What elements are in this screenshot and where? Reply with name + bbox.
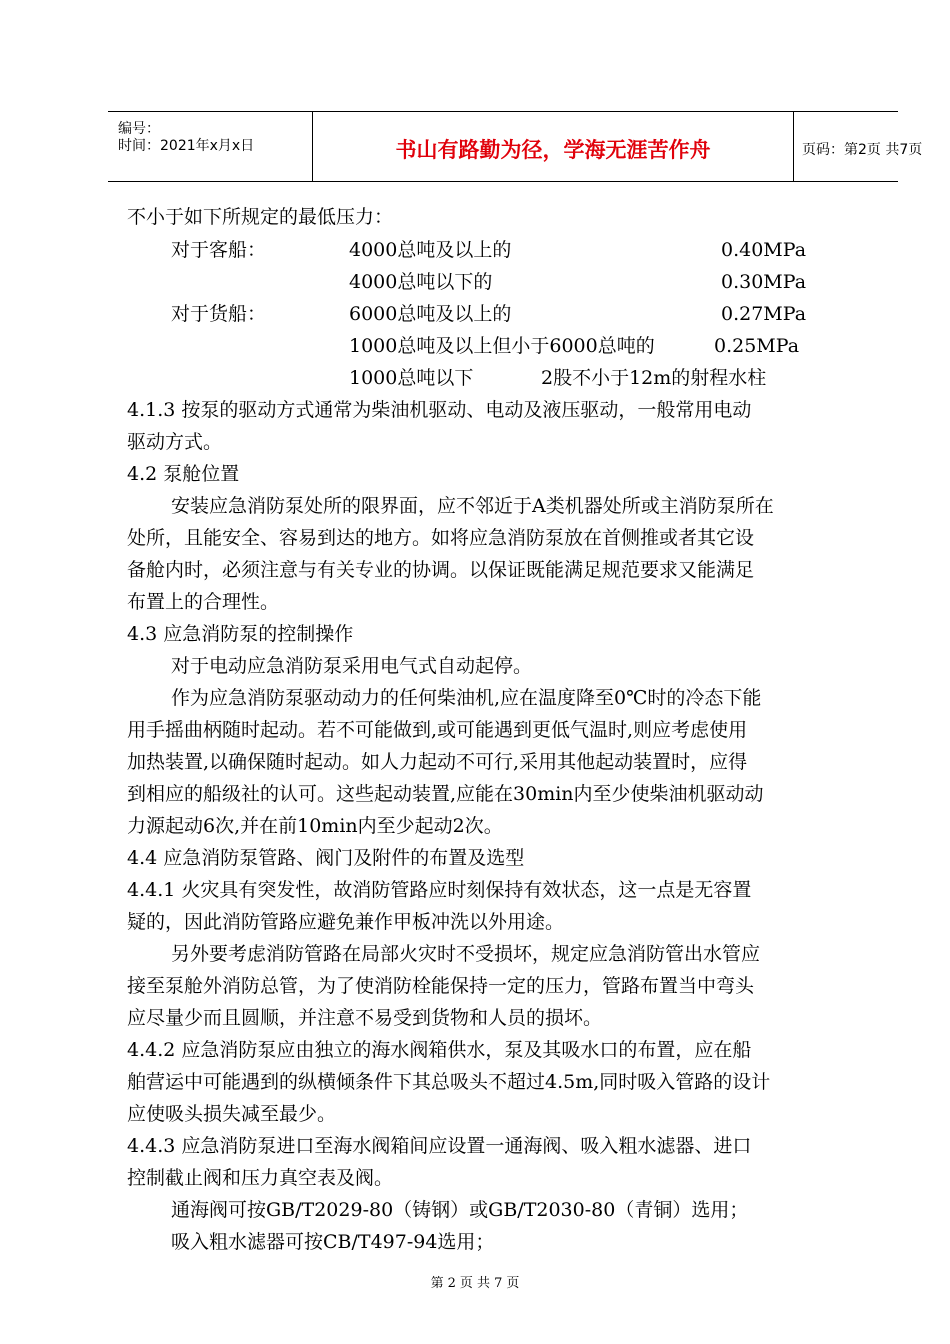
pressure-value: 0.30MPa <box>721 271 807 293</box>
header-motto-cell <box>312 112 794 181</box>
text-line: 布置上的合理性。 <box>127 591 280 613</box>
text-line: 安装应急消防泵处所的限界面，应不邻近于A类机器处所或主消防泵所在 <box>171 495 774 517</box>
text-line: 应使吸头损失减至最少。 <box>127 1103 337 1125</box>
document-number-label: 编号： <box>118 121 160 137</box>
text-line: 对于电动应急消防泵采用电气式自动起停。 <box>171 655 533 677</box>
text-line: 吸入粗水滤器可按CB/T497-94选用； <box>171 1231 495 1253</box>
pressure-value: 0.27MPa <box>721 303 807 325</box>
text-line: 加热装置,以确保随时起动。如人力起动不可行,采用其他起动装置时，应得 <box>127 751 748 773</box>
header-page-cell <box>792 112 923 181</box>
pressure-condition: 1000总吨以下 <box>349 367 474 389</box>
text-line: 接至泵舱外消防总管，为了使消防栓能保持一定的压力，管路布置当中弯头 <box>127 975 755 997</box>
text-line: 另外要考虑消防管路在局部火灾时不受损坏，规定应急消防管出水管应 <box>171 943 761 965</box>
text-line: 应尽量少而且圆顺，并注意不易受到货物和人员的损坏。 <box>127 1007 603 1029</box>
pressure-condition: 1000总吨及以上但小于6000总吨的 <box>349 335 655 357</box>
text-line: 作为应急消防泵驱动动力的任何柴油机,应在温度降至0℃时的冷态下能 <box>171 687 762 709</box>
text-line: 到相应的船级社的认可。这些起动装置,应能在30min内至少使柴油机驱动动 <box>127 783 764 805</box>
text-line: 舶营运中可能遇到的纵横倾条件下其总吸头不超过4.5m,同时吸入管路的设计 <box>127 1071 771 1093</box>
section-4-4-1: 4.4.1 火灾具有突发性，故消防管路应时刻保持有效状态，这一点是无容置 <box>127 879 752 901</box>
page-code: 页码：第2页 共7页 <box>802 142 923 158</box>
pressure-ship-type: 对于客船： <box>171 239 267 261</box>
document-time-label: 时间：2021年x月x日 <box>118 138 255 154</box>
pressure-condition: 6000总吨及以上的 <box>349 303 512 325</box>
motto-text: 书山有路勤为径，学海无涯苦作舟 <box>395 138 711 162</box>
header-info-cell <box>108 112 312 181</box>
section-heading-4-2: 4.2 泵舱位置 <box>127 463 240 485</box>
pressure-ship-type: 对于货船： <box>171 303 267 325</box>
section-4-1-3: 4.1.3 按泵的驱动方式通常为柴油机驱动、电动及液压驱动，一般常用电动 <box>127 399 752 421</box>
footer-suffix: 页 <box>506 1276 520 1291</box>
footer-prefix: 第 <box>430 1276 444 1291</box>
text-line: 处所，且能安全、容易到达的地方。如将应急消防泵放在首侧推或者其它设 <box>127 527 755 549</box>
page-footer <box>0 1272 950 1291</box>
pressure-condition: 4000总吨以下的 <box>349 271 493 293</box>
text-line: 用手摇曲柄随时起动。若不可能做到,或可能遇到更低气温时,则应考虑使用 <box>127 719 748 741</box>
section-4-4-3: 4.4.3 应急消防泵进口至海水阀箱间应设置一通海阀、吸入粗水滤器、进口 <box>127 1135 752 1157</box>
document-header <box>108 111 923 182</box>
section-4-4-2: 4.4.2 应急消防泵应由独立的海水阀箱供水，泵及其吸水口的布置，应在船 <box>127 1039 752 1061</box>
text-line: 备舱内时，必须注意与有关专业的协调。以保证既能满足规范要求又能满足 <box>127 559 755 581</box>
section-heading-4-3: 4.3 应急消防泵的控制操作 <box>127 623 354 645</box>
pressure-value: 2股不小于12m的射程水柱 <box>541 367 767 389</box>
text-line: 驱动方式。 <box>127 431 223 453</box>
text-line: 疑的，因此消防管路应避免兼作甲板冲洗以外用途。 <box>127 911 565 933</box>
footer-page-number: 2 <box>447 1276 456 1291</box>
footer-middle: 页 共 <box>459 1276 491 1291</box>
pressure-value: 0.40MPa <box>721 239 807 261</box>
pressure-value: 0.25MPa <box>714 335 800 357</box>
text-line: 控制截止阀和压力真空表及阀。 <box>127 1167 394 1189</box>
pressure-intro: 不小于如下所规定的最低压力： <box>127 206 394 228</box>
section-heading-4-4: 4.4 应急消防泵管路、阀门及附件的布置及选型 <box>127 847 525 869</box>
text-line: 力源起动6次,并在前10min内至少起动2次。 <box>127 815 503 837</box>
text-line: 通海阀可按GB/T2029-80（铸钢）或GB/T2030-80（青铜）选用； <box>171 1199 749 1221</box>
pressure-condition: 4000总吨及以上的 <box>349 239 512 261</box>
footer-total-pages: 7 <box>494 1276 503 1291</box>
